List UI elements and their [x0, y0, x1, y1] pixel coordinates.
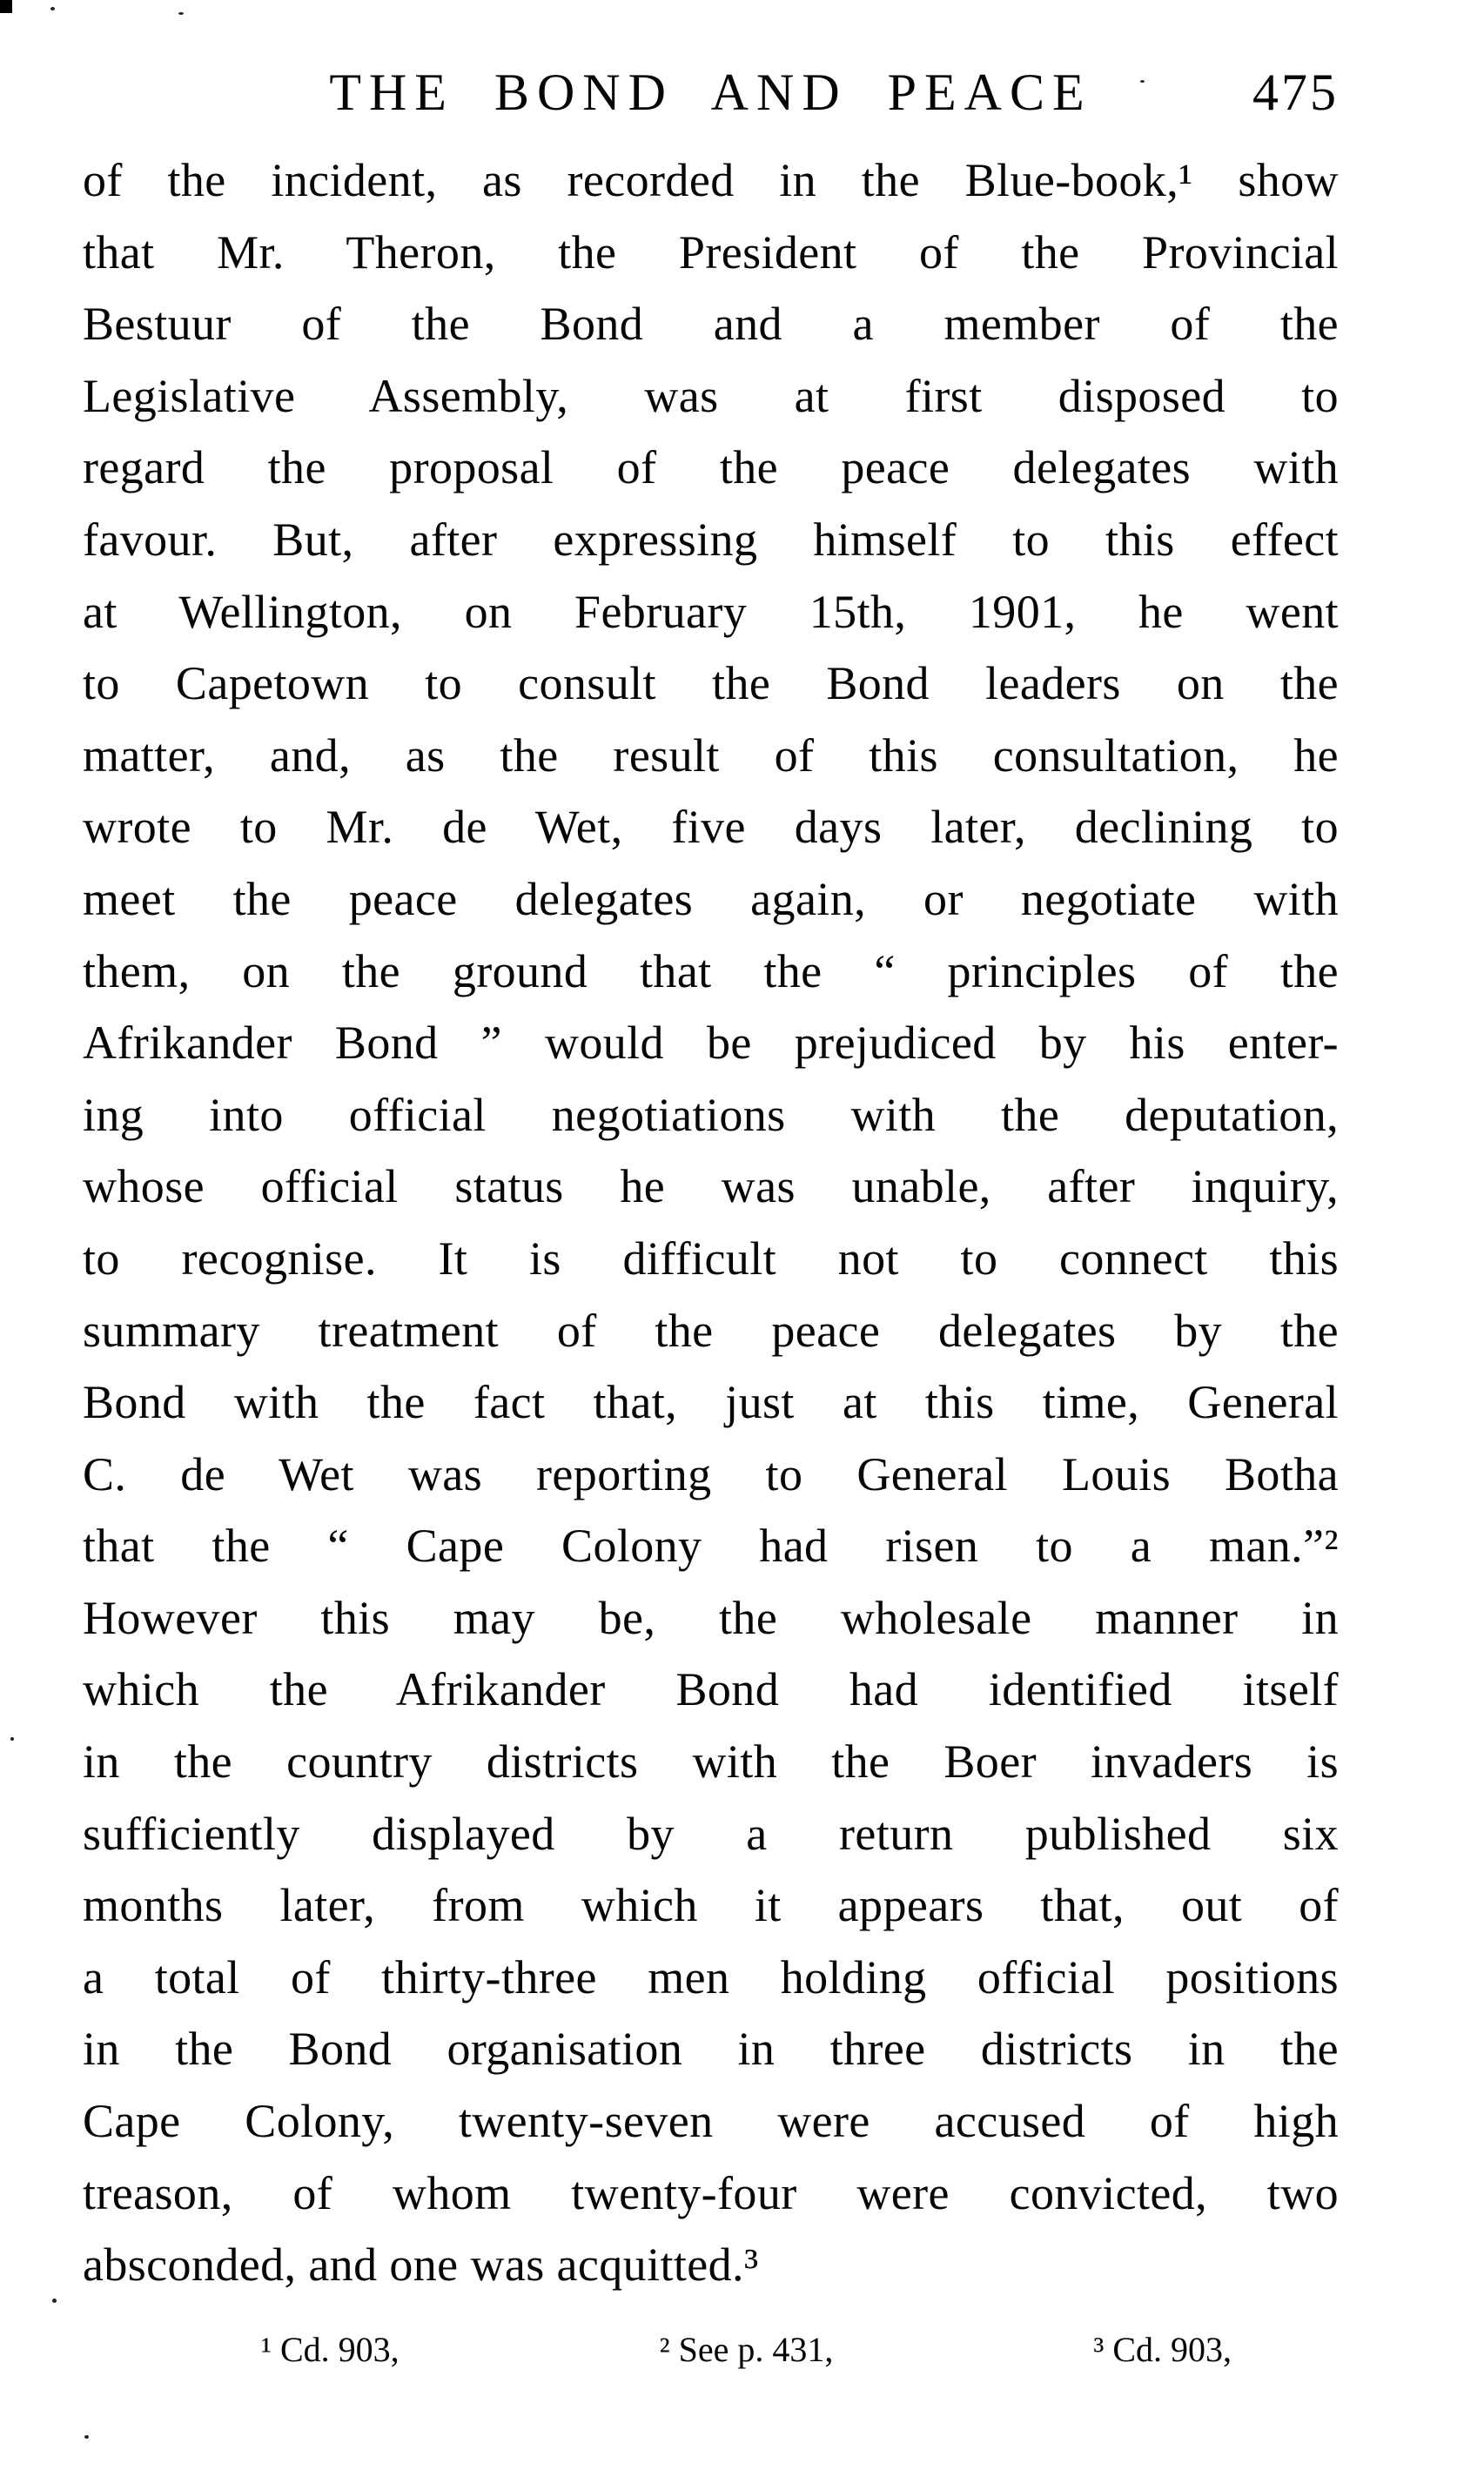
scan-speck [178, 12, 184, 15]
text-line: which the Afrikander Bond had identified itself [83, 1663, 1339, 1716]
text-line: whose official status he was unable, after inquiry, [83, 1160, 1339, 1213]
text-line: in the country districts with the Boer invaders is [83, 1735, 1339, 1789]
text-line: them, on the ground that the “ principles of the [83, 944, 1339, 997]
text-line: ing into official negotiations with the deputation, [83, 1088, 1339, 1141]
text-line: treason, of whom twenty-four were convicted, two [83, 2166, 1339, 2219]
text-line: months later, from which it appears that, out of [83, 1879, 1339, 1932]
text-line: matter, and, as the result of this consultation, he [83, 728, 1339, 782]
body-text [83, 144, 1339, 2301]
text-line: However this may be, the wholesale manner in [83, 1591, 1339, 1644]
footnote-item: ² See p. 431, [659, 2330, 834, 2369]
text-line: to Capetown to consult the Bond leaders on the [83, 657, 1339, 710]
text-line: Legislative Assembly, was at first disposed to [83, 369, 1339, 422]
text-line: Afrikander Bond ” would be prejudiced by his enter- [83, 1017, 1339, 1070]
scan-speck [10, 1737, 14, 1741]
text-line: regard the proposal of the peace delegates with [83, 441, 1339, 494]
scan-speck [52, 2299, 57, 2303]
text-line: favour. But, after expressing himself to this effect [83, 513, 1339, 566]
scan-speck [50, 7, 55, 10]
text-line: that the “ Cape Colony had risen to a man.”² [83, 1520, 1339, 1573]
scan-corner-mark [0, 0, 12, 13]
scan-speck [84, 2435, 89, 2439]
text-line: of the incident, as recorded in the Blue-book,¹ show [83, 154, 1339, 206]
text-line: that Mr. Theron, the President of the Provincial [83, 225, 1339, 279]
footnote-item: ¹ Cd. 903, [261, 2330, 400, 2369]
text-line: at Wellington, on February 15th, 1901, he went [83, 585, 1339, 638]
text-line: to recognise. It is difficult not to connect this [83, 1232, 1339, 1285]
text-line: Bond with the fact that, just at this time, General [83, 1376, 1339, 1429]
text-line: Bestuur of the Bond and a member of the [83, 298, 1339, 351]
footnote-item: ³ Cd. 903, [1093, 2330, 1232, 2369]
page-title: THE BOND AND PEACE [329, 64, 1092, 121]
text-line: a total of thirty-three men holding official positions [83, 1950, 1339, 2004]
scan-speck [1140, 80, 1145, 83]
text-line: Cape Colony, twenty-seven were accused of high [83, 2095, 1339, 2148]
page-number: 475 [1252, 64, 1339, 121]
text-line: meet the peace delegates again, or negotiate with [83, 872, 1339, 925]
text-line: summary treatment of the peace delegates by the [83, 1304, 1339, 1357]
footnotes [261, 2331, 1232, 2369]
text-line: in the Bond organisation in three districts in the [83, 2023, 1339, 2076]
text-line: wrote to Mr. de Wet, five days later, declining to [83, 801, 1339, 854]
text-line: absconded, and one was acquitted.³ [83, 2238, 759, 2292]
text-line: C. de Wet was reporting to General Louis Botha [83, 1447, 1339, 1500]
text-line: sufficiently displayed by a return published six [83, 1807, 1339, 1860]
